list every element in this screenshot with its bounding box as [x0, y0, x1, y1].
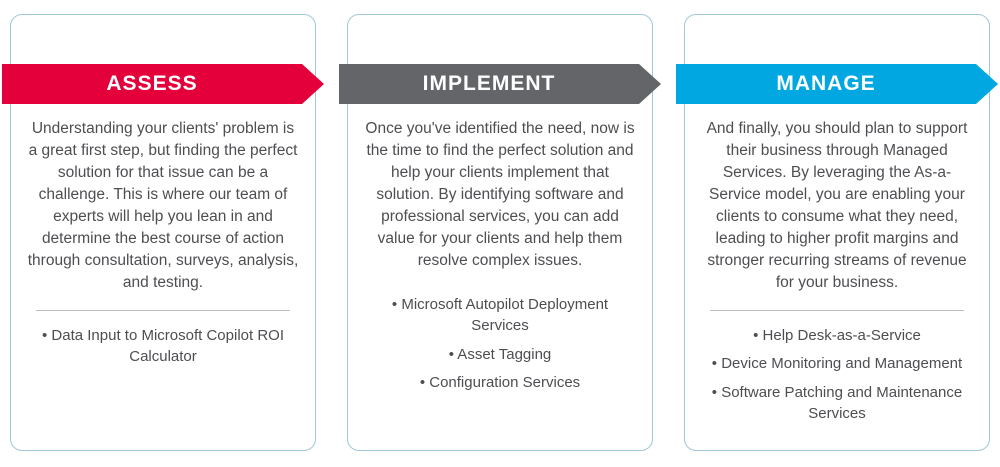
paragraph-implement: Once you've identified the need, now is the time to find the perfect solution and help your clients implement that solution. By identifying software and professional services, you can add value for your clients and help them resolve complex issues. [365, 120, 635, 269]
banner-title-implement: IMPLEMENT [422, 72, 556, 95]
paragraph-manage: And finally, you should plan to support their business through Managed Services. By leveraging the As-a-Service model, you are enabling your clients to consume what they need, leading to higher profit margins and stronger recurring streams of revenue for your business. [706, 120, 968, 291]
list-item: • Asset Tagging [448, 345, 552, 363]
list-item: • Data Input to Microsoft Copilot ROI Calculator [41, 327, 284, 366]
banner-arrow-assess [302, 64, 324, 104]
list-item: • Microsoft Autopilot Deployment Services [391, 296, 609, 335]
list-item: • Device Monitoring and Management [711, 355, 963, 373]
list-item: • Help Desk-as-a-Service [753, 327, 921, 344]
banner-manage [676, 64, 998, 104]
content-manage [700, 118, 974, 431]
bullet-list-assess [26, 325, 300, 368]
divider-manage [710, 310, 964, 311]
banner-title-manage: MANAGE [776, 72, 876, 95]
banner-title-assess: ASSESS [106, 72, 198, 95]
list-item: • Software Patching and Maintenance Services [711, 383, 963, 422]
process-column-manage [676, 14, 998, 451]
bullet-list-implement [363, 294, 637, 393]
list-item: • Configuration Services [419, 373, 581, 391]
content-assess [26, 118, 300, 375]
process-column-implement [339, 14, 661, 451]
paragraph-assess: Understanding your clients' problem is a great first step, but finding the perfect solution for that issue can be a challenge. This is where our team of experts will help you lean in and determine the best course of action through consultation, surveys, analysis, and testing. [27, 120, 299, 291]
banner-implement [339, 64, 661, 104]
banner-assess [2, 64, 324, 104]
banner-arrow-implement [639, 64, 661, 104]
content-implement [363, 118, 637, 400]
banner-arrow-manage [976, 64, 998, 104]
process-column-assess [2, 14, 324, 451]
bullet-list-manage [700, 325, 974, 424]
divider-assess [36, 310, 290, 311]
